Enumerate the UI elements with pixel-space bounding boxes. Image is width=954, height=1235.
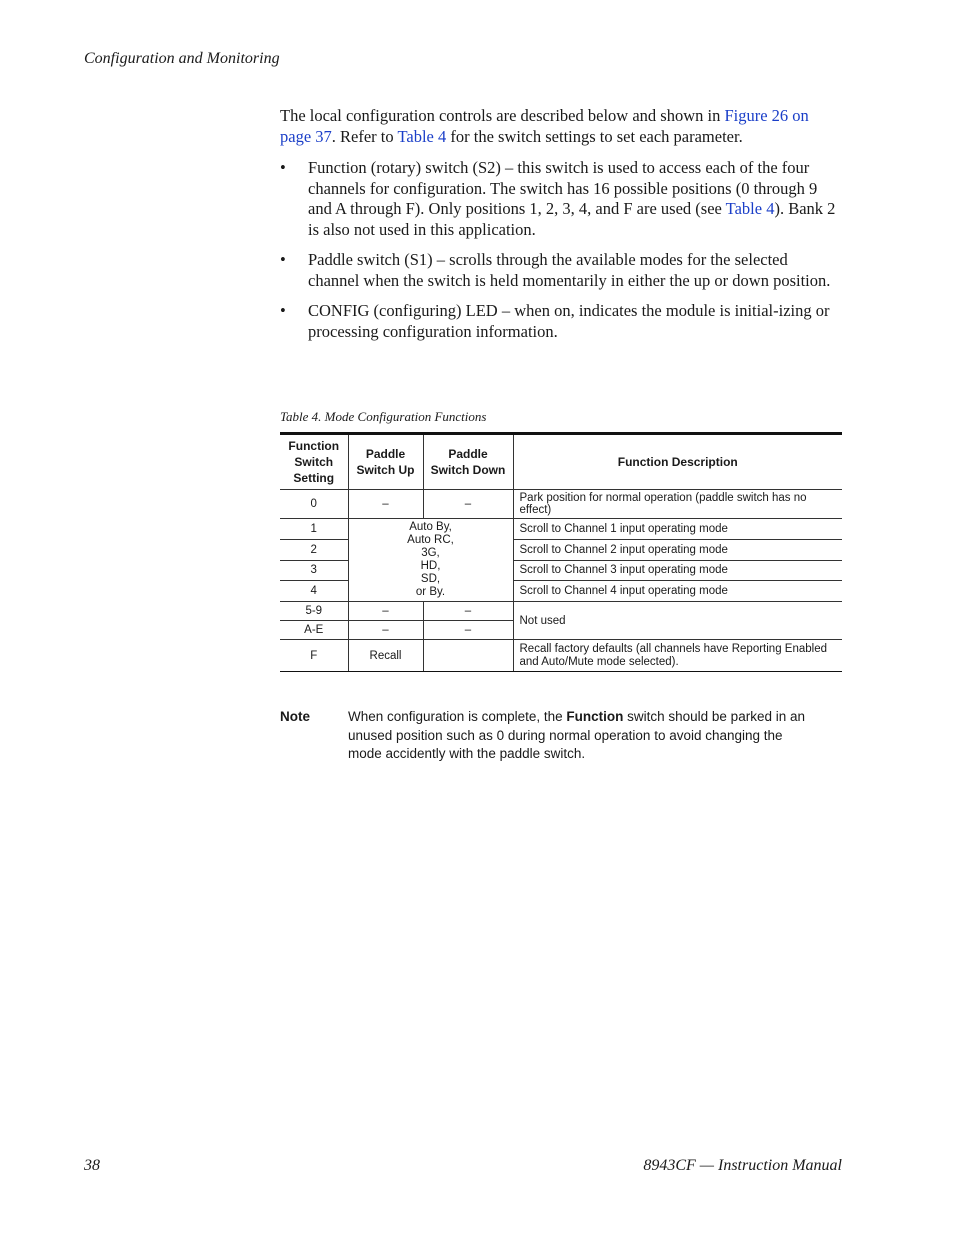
manual-title: 8943CF — Instruction Manual — [643, 1157, 842, 1174]
note-text — [348, 708, 820, 764]
cell-up: Recall — [348, 640, 423, 672]
cell-setting: F — [280, 640, 348, 672]
header-line: Setting — [293, 471, 335, 485]
intro-text-2: . Refer to — [331, 126, 398, 146]
cell-setting: A-E — [280, 621, 348, 640]
header-line: Paddle — [448, 447, 488, 461]
mode-item: 3G, — [421, 547, 440, 559]
header-function-switch-setting — [280, 434, 348, 490]
cell-up: – — [348, 490, 423, 519]
note-block — [280, 708, 820, 764]
cell-description: Scroll to Channel 3 input operating mode — [513, 560, 842, 581]
header-line: Switch Down — [430, 463, 506, 477]
bullet-text-1b: ). Bank 2 is also not used in this application. — [308, 199, 836, 239]
cell-setting: 0 — [280, 490, 348, 519]
header-line: Switch — [294, 455, 334, 469]
controls-list — [280, 158, 842, 342]
mode-item: HD, — [420, 560, 441, 572]
table-row — [280, 602, 842, 621]
table-4-link[interactable]: Table 4 — [397, 126, 447, 146]
header-line: Paddle — [365, 447, 406, 461]
mode-item: or By. — [415, 586, 446, 598]
page-number: 38 — [84, 1157, 100, 1174]
cell-setting: 3 — [280, 560, 348, 581]
cell-down — [423, 640, 513, 672]
header-paddle-up — [348, 434, 423, 490]
cell-setting: 4 — [280, 581, 348, 602]
header-paddle-down — [423, 434, 513, 490]
list-item-config-led — [280, 301, 842, 342]
bullet-icon: • — [280, 158, 286, 177]
note-bold-term: Function — [566, 709, 624, 724]
bullet-text-1a: Function (rotary) switch (S2) – this switch is used to access each of the four channels for configuration. The switch has 16 possible positions (0 through 9 and A through F). Only positions 1, 2, 3, 4, and F are used (see — [308, 158, 818, 218]
mode-item: Auto RC, — [407, 534, 454, 546]
cell-not-used: Not used — [513, 602, 842, 640]
table-caption: Table 4. Mode Configuration Functions — [280, 409, 487, 424]
bullet-text-2: Paddle switch (S1) – scrolls through the available modes for the selected channel when the switch is held momentarily in either the up or down position. — [308, 250, 831, 290]
mode-configuration-table — [280, 432, 842, 672]
cell-description: Scroll to Channel 2 input operating mode — [513, 539, 842, 560]
cell-down: – — [423, 490, 513, 519]
cell-up: – — [348, 602, 423, 621]
table-header-row — [280, 434, 842, 490]
cell-description: Park position for normal operation (paddle switch has no effect) — [513, 490, 842, 519]
table-row — [280, 490, 842, 519]
cell-setting: 1 — [280, 519, 348, 540]
bullet-icon: • — [280, 301, 286, 320]
note-text-1: When configuration is complete, the — [348, 709, 567, 724]
cell-operating-modes — [348, 519, 513, 602]
intro-paragraph — [280, 106, 842, 147]
intro-text-1: The local configuration controls are described below and shown in — [280, 106, 725, 125]
cell-setting: 2 — [280, 539, 348, 560]
header-line: Function — [288, 439, 340, 453]
mode-item: SD, — [420, 573, 441, 585]
note-label: Note — [280, 709, 310, 724]
cell-down: – — [423, 602, 513, 621]
bullet-icon: • — [280, 250, 286, 269]
cell-setting: 5-9 — [280, 602, 348, 621]
body-text — [280, 106, 842, 352]
list-item-function-switch — [280, 158, 842, 240]
table-row — [280, 640, 842, 672]
figure-26-link[interactable]: Figure 26 on page 37 — [280, 106, 809, 146]
cell-description: Scroll to Channel 4 input operating mode — [513, 581, 842, 602]
mode-item: Auto By, — [409, 521, 452, 533]
cell-description: Scroll to Channel 1 input operating mode — [513, 519, 842, 540]
cell-down: – — [423, 621, 513, 640]
header-function-description: Function Description — [513, 434, 842, 490]
list-item-paddle-switch — [280, 250, 842, 291]
cell-up: – — [348, 621, 423, 640]
header-line: Switch Up — [356, 463, 415, 477]
cell-description: Recall factory defaults (all channels have Reporting Enabled and Auto/Mute mode selected). — [513, 640, 842, 672]
table-4-link-2[interactable]: Table 4 — [725, 199, 775, 218]
note-text-2: switch should be parked in an unused position such as 0 during normal operation to avoid changing the mode accidently with the paddle switch. — [348, 709, 805, 761]
bullet-text-3: CONFIG (configuring) LED – when on, indicates the module is initial-izing or processing configuration information. — [308, 301, 830, 341]
intro-text-3: for the switch settings to set each parameter. — [446, 126, 743, 146]
running-header: Configuration and Monitoring — [84, 50, 280, 67]
table-row — [280, 519, 842, 540]
